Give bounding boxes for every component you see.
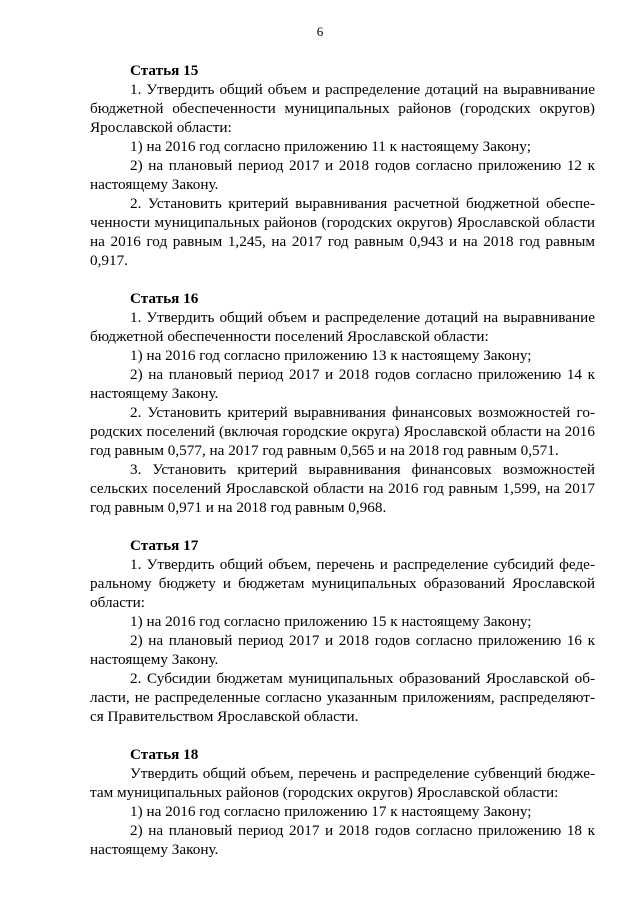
article-18 <box>90 745 595 859</box>
article-15 <box>90 61 595 270</box>
article-paragraph: 2) на плановый период 2017 и 2018 годов согласно приложению 16 к настоящему Закону. <box>90 632 595 668</box>
article-16 <box>90 289 595 517</box>
article-paragraph: 3. Установить критерий выравнивания финансовых возможностей сельских поселений Ярославской области на 2016 год равным 1,599, на 2017 год равным 0,971 и на 2018 год равным 0,968. <box>90 461 595 516</box>
article-title: Статья 18 <box>130 746 199 763</box>
article-title: Статья 17 <box>130 537 199 554</box>
article-paragraph: 1. Утвердить общий объем и распределение дотаций на выравнивание бюджетной обеспеченности поселений Ярославской области: <box>90 309 595 345</box>
article-paragraph: 1) на 2016 год согласно приложению 13 к настоящему Закону; <box>130 347 532 364</box>
article-paragraph: 2. Установить критерий выравнивания расчетной бюджетной обеспеченности муниципальных районов (городских округов) Ярославской области на 2016 год равным 1,245, на 2017 год равным 0,943 и на 2018 год равным 0,917. <box>90 195 595 269</box>
article-paragraph: Утвердить общий объем, перечень и распределение субвенций бюджетам муниципальных районов (городских округов) Ярославской области: <box>90 765 595 801</box>
article-paragraph: 2) на плановый период 2017 и 2018 годов согласно приложению 18 к настоящему Закону. <box>90 822 595 858</box>
article-paragraph: 1. Утвердить общий объем, перечень и распределение субсидий федеральному бюджету и бюджетам муниципальных образований Ярославской области: <box>90 556 595 611</box>
article-paragraph: 1) на 2016 год согласно приложению 15 к настоящему Закону; <box>130 613 532 630</box>
article-title: Статья 15 <box>130 62 199 79</box>
article-paragraph: 1) на 2016 год согласно приложению 11 к настоящему Закону; <box>130 138 531 155</box>
article-title: Статья 16 <box>130 290 199 307</box>
page-number: 6 <box>316 24 324 39</box>
article-paragraph: 2) на плановый период 2017 и 2018 годов согласно приложению 12 к настоящему Закону. <box>90 157 595 193</box>
article-paragraph: 2. Субсидии бюджетам муниципальных образований Ярославской области, не распределенные согласно указанным приложениям, распределяются Правительством Ярославской области. <box>90 670 595 725</box>
document-body <box>90 61 595 878</box>
article-17 <box>90 536 595 726</box>
article-paragraph: 1) на 2016 год согласно приложению 17 к настоящему Закону; <box>130 803 532 820</box>
article-paragraph: 1. Утвердить общий объем и распределение дотаций на выравнивание бюджетной обеспеченности муниципальных районов (городских округов) Ярославской области: <box>90 81 595 136</box>
article-paragraph: 2) на плановый период 2017 и 2018 годов согласно приложению 14 к настоящему Закону. <box>90 366 595 402</box>
article-paragraph: 2. Установить критерий выравнивания финансовых возможностей городских поселений (включая городские округа) Ярославской области на 2016 год равным 0,577, на 2017 год равным 0,565 и на 2018 год равным 0,571. <box>90 404 595 459</box>
